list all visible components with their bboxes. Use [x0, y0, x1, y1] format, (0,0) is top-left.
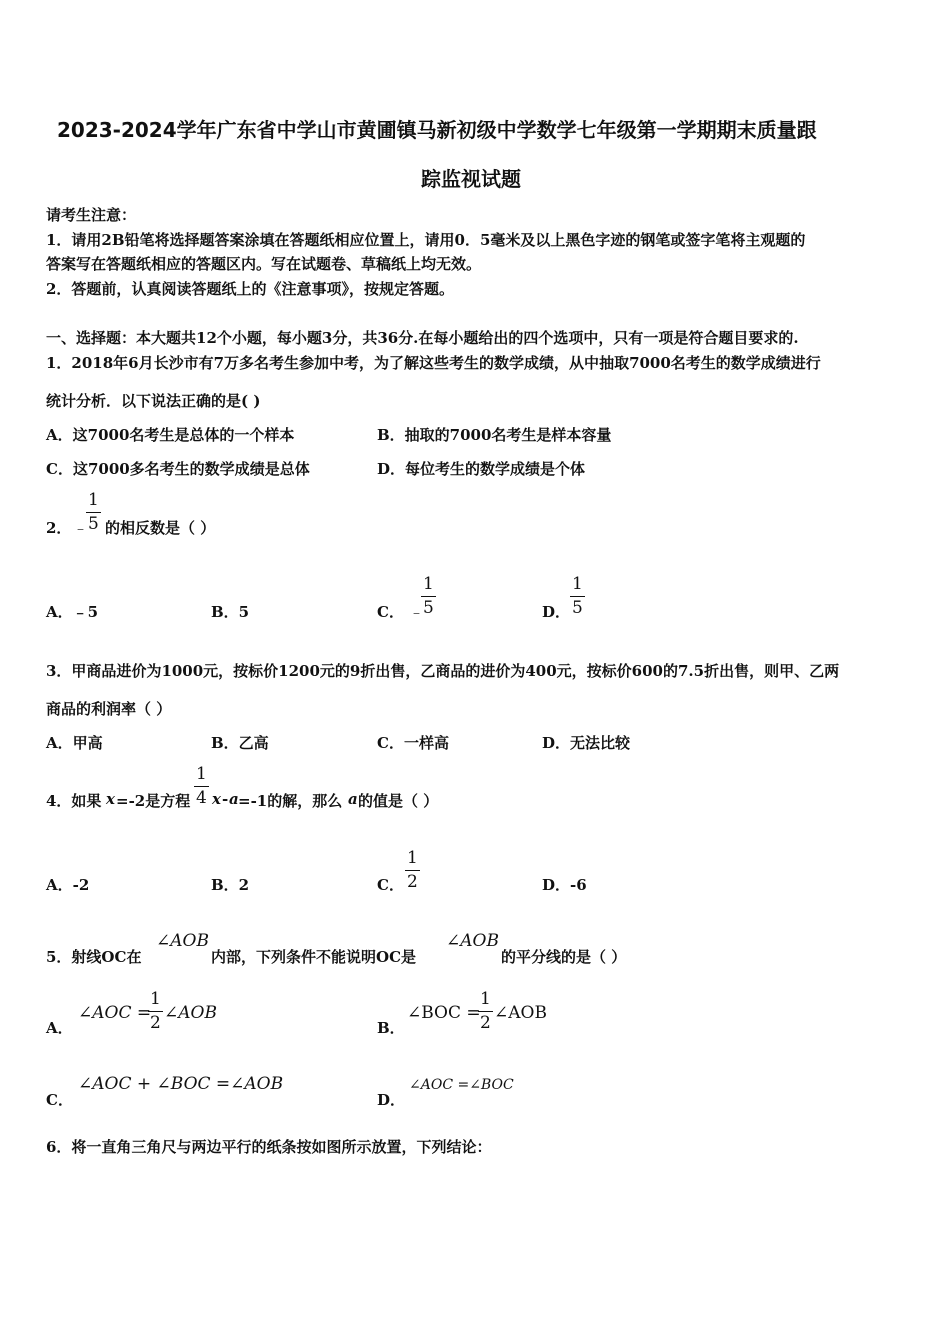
q5-option-a-numerator: 1 [150, 989, 161, 1009]
q3-option-d: D．无法比较 [542, 734, 631, 752]
q2-number: 2． [46, 519, 72, 537]
q6-stem-line1: 6．将一直角三角尺与两边平行的纸条按如图所示放置，下列结论： [46, 1138, 492, 1156]
q3-option-c: C．一样高 [377, 734, 449, 752]
q5-option-a-right: ∠AOB [164, 1003, 217, 1023]
q1-option-d: D．每位考生的数学成绩是个体 [377, 460, 586, 478]
q2-option-c-label: C． [377, 603, 404, 621]
q4-stem-eq: =-2是方程 [116, 792, 191, 810]
q4-option-d: D．-6 [542, 876, 587, 894]
q2-minus-sign: ﹣ [73, 519, 89, 537]
q5-option-d-label: D． [377, 1091, 406, 1109]
q3-option-a: A．甲高 [46, 734, 103, 752]
q4-option-c-numerator: 1 [407, 848, 418, 868]
q1-option-b: B．抽取的7000名考生是样本容量 [377, 426, 612, 444]
q4-fraction-numerator: 1 [196, 764, 207, 784]
q4-number: 4．如果 [46, 792, 102, 810]
q1-option-c: C．这7000多名考生的数学成绩是总体 [46, 460, 310, 478]
q4-option-a: A．-2 [46, 876, 90, 894]
q5-option-b-numerator: 1 [480, 989, 491, 1009]
notice-item2: 2．答题前，认真阅读答题纸上的《注意事项》，按规定答题。 [46, 280, 454, 298]
q4-expr-minus: - [222, 790, 229, 808]
q4-option-b: B．2 [211, 876, 250, 894]
q2-option-b: B．5 [211, 603, 250, 621]
q1-stem-line2: 统计分析．以下说法正确的是( ) [46, 392, 261, 410]
q5-option-a-denominator: 2 [150, 1013, 161, 1033]
notice-item1-line2: 答案写在答题纸相应的答题区内。写在试题卷、草稿纸上均无效。 [46, 255, 482, 273]
notice-item1-line1: 1．请用2B铅笔将选择题答案涂填在答题纸相应位置上，请用0．5毫米及以上黑色字迹的钢笔或签字笔将主观题的 [46, 231, 806, 249]
q5-stem-suffix: 的平分线的是（ ） [501, 948, 627, 966]
page-title-line2: 踪监视试题 [421, 167, 521, 191]
q4-fraction-bar [194, 786, 209, 787]
q2-fraction [86, 492, 101, 533]
q5-angle-aob-2: ∠AOB [446, 931, 499, 951]
q5-option-a-label: A． [46, 1019, 73, 1037]
q4-option-c-bar [405, 870, 420, 871]
notice-heading: 请考生注意： [46, 206, 137, 224]
q5-number: 5．射线OC在 [46, 948, 142, 966]
q4-option-c-label: C． [377, 876, 404, 894]
q5-stem-mid: 内部，下列条件不能说明OC是 [211, 948, 417, 966]
q3-stem-line1: 3．甲商品进价为1000元，按标价1200元的9折出售，乙商品的进价为400元，按标价600的7.5折出售，则甲、乙两 [46, 662, 840, 680]
page-title-line1: 2023-2024学年广东省中学山市黄圃镇马新初级中学数学七年级第一学期期末质量跟 [57, 118, 817, 142]
q4-option-c-fraction [405, 850, 420, 891]
q2-option-d-numerator: 1 [572, 574, 583, 594]
q5-option-c-label: C． [46, 1091, 73, 1109]
q2-option-d-denominator: 5 [572, 598, 583, 618]
q2-fraction-numerator: 1 [88, 490, 99, 510]
q2-option-d-label: D． [542, 603, 571, 621]
q2-option-c-fraction [421, 576, 436, 617]
q4-stem-suffix: 的值是（ ） [358, 792, 439, 810]
q4-option-c-denominator: 2 [407, 872, 418, 892]
q5-option-b-left: ∠BOC = [407, 1003, 481, 1023]
q5-angle-aob-1: ∠AOB [156, 931, 209, 951]
q2-option-a: A．﹣5 [46, 603, 99, 621]
q2-option-d-bar [570, 596, 585, 597]
q2-stem-suffix: 的相反数是（ ） [105, 519, 216, 537]
q5-option-b-denominator: 2 [480, 1013, 491, 1033]
q5-option-a-left: ∠AOC = [78, 1003, 152, 1023]
q4-var-x: x [106, 790, 115, 808]
q1-stem-line1: 1．2018年6月长沙市有7万多名考生参加中考，为了解这些考生的数学成绩，从中抽取7000名考生的数学成绩进行 [46, 354, 821, 372]
q3-option-b: B．乙高 [211, 734, 269, 752]
q4-expr-x: x [212, 790, 221, 808]
q2-fraction-denominator: 5 [88, 514, 99, 534]
q5-option-c-expr: ∠AOC + ∠BOC =∠AOB [78, 1074, 284, 1094]
q2-fraction-bar [86, 512, 101, 513]
q5-option-b-fraction [478, 991, 493, 1032]
q4-fraction [194, 766, 209, 807]
q5-option-a-fraction [148, 991, 163, 1032]
q5-option-b-bar [478, 1011, 493, 1012]
q4-expr-a: a [229, 790, 239, 808]
q5-option-a-bar [148, 1011, 163, 1012]
q2-option-c-minus: ﹣ [409, 603, 425, 621]
q5-option-b-label: B． [377, 1019, 405, 1037]
q3-stem-line2: 商品的利润率（ ） [46, 700, 172, 718]
q4-stem-tail: =-1的解，那么 [238, 792, 343, 810]
q4-fraction-denominator: 4 [196, 788, 207, 808]
q1-option-a: A．这7000名考生是总体的一个样本 [46, 426, 295, 444]
q2-option-c-bar [421, 596, 436, 597]
q2-option-c-denominator: 5 [423, 598, 434, 618]
q5-option-d-expr: ∠AOC =∠BOC [409, 1077, 514, 1093]
q2-option-d-fraction [570, 576, 585, 617]
q4-var-a: a [348, 790, 358, 808]
q5-option-b-right: ∠AOB [494, 1003, 547, 1023]
section-heading: 一、选择题：本大题共12个小题，每小题3分，共36分.在每小题给出的四个选项中，只有一项是符合题目要求的. [46, 329, 799, 347]
q2-option-c-numerator: 1 [423, 574, 434, 594]
